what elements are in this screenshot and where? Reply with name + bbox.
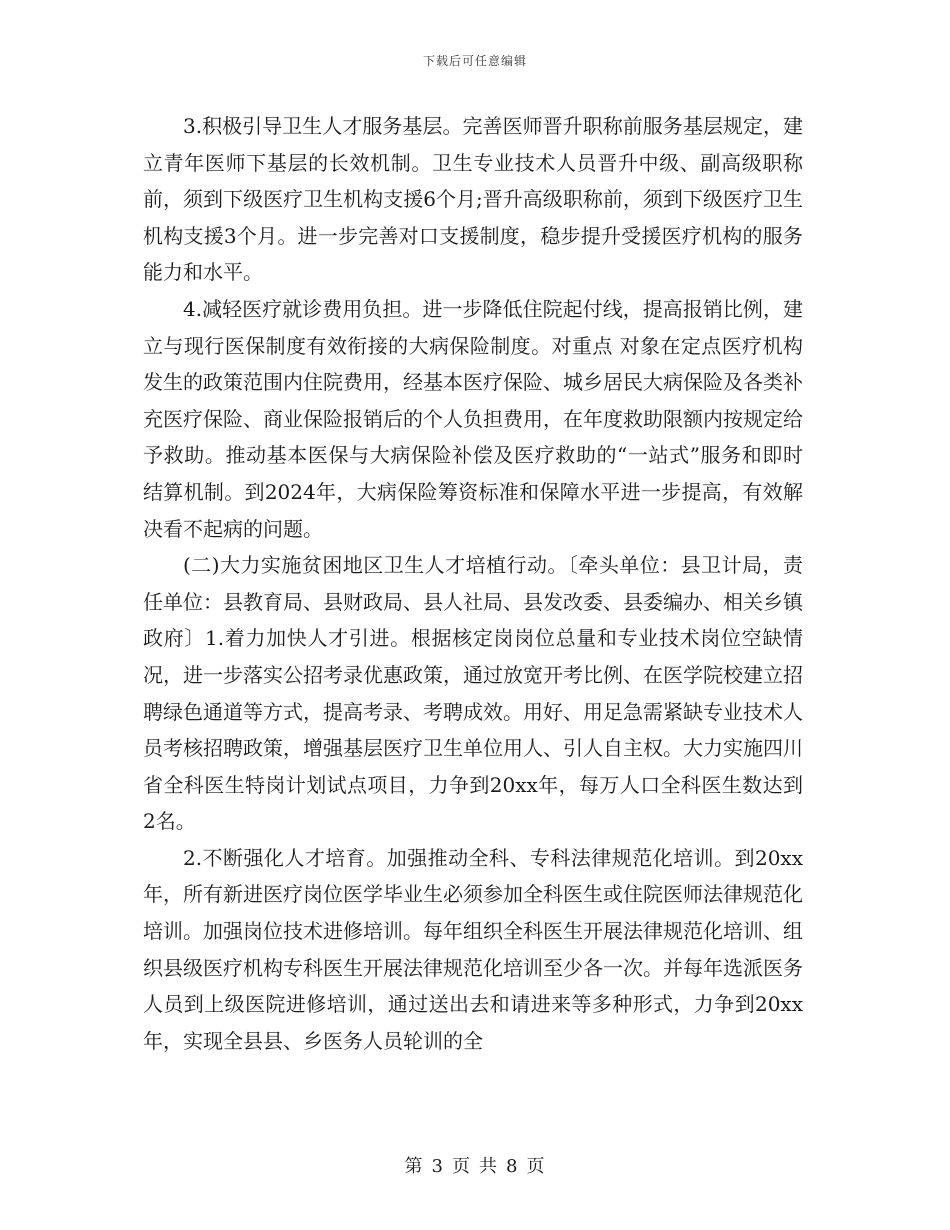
paragraph-item-3: 3.积极引导卫生人才服务基层。完善医师晋升职称前服务基层规定，建立青年医师下基层的长效机制。卫生专业技术人员晋升中级、副高级职称前，须到下级医疗卫生机构支援6个月;晋升高级职称前，须到下级医疗卫生机构支援3个月。进一步完善对口支援制度，稳步提升受援医疗机构的服务能力和水平。 bbox=[143, 114, 803, 285]
footer-label-page: 第 bbox=[404, 1156, 424, 1177]
current-page-number: 3 bbox=[431, 1156, 444, 1177]
footer-label-unit2: 页 bbox=[526, 1156, 546, 1177]
paragraph-section-2: (二)大力实施贫困地区卫生人才培植行动。〔牵头单位：县卫计局，责任单位：县教育局、县财政局、县人社局、县发改委、县委编办、相关乡镇政府〕1.着力加快人才引进。根据核定岗岗位总量和专业技术岗位空缺情况，进一步落实公招考录优惠政策，通过放宽开考比例、在医学院校建立招聘绿色通道等方式，提高考录、考聘成效。用好、用足急需紧缺专业技术人员考核招聘政策，增强基层医疗卫生单位用人、引人自主权。大力实施四川省全科医生特岗计划试点项目，力争到20xx年，每万人口全科医生数达到2名。 bbox=[143, 553, 803, 834]
paragraph-item-4: 4.减轻医疗就诊费用负担。进一步降低住院起付线，提高报销比例，建立与现行医保制度有效衔接的大病保险制度。对重点 对象在定点医疗机构发生的政策范围内住院费用，经基本医疗保险、城乡居民大病保险及各类补充医疗保险、商业保险报销后的个人负担费用，在年度救助限额内按规定给予救助。推动基本医保与大病保险补偿及医疗救助的“一站式”服务和即时结算机制。到2024年，大病保险筹资标准和保障水平进一步提高，有效解决看不起病的问题。 bbox=[143, 296, 803, 541]
paragraph-item-2: 2.不断强化人才培育。加强推动全科、专科法律规范化培训。到20xx年，所有新进医疗岗位医学毕业生必须参加全科医生或住院医师法律规范化培训。加强岗位技术进修培训。每年组织全科医生开展法律规范化培训、组织县级医疗机构专科医生开展法律规范化培训至少各一次。并每年选派医务人员到上级医院进修培训，通过送出去和请进来等多种形式，力争到20xx年，实现全县县、乡医务人员轮训的全 bbox=[143, 845, 803, 1053]
footer-label-unit: 页 bbox=[452, 1156, 471, 1177]
total-pages-number: 8 bbox=[506, 1156, 519, 1177]
page-header: 下载后可任意编辑 bbox=[422, 54, 527, 68]
page-footer bbox=[0, 1152, 950, 1178]
footer-label-total: 共 bbox=[479, 1156, 498, 1177]
document-body bbox=[143, 108, 803, 1059]
